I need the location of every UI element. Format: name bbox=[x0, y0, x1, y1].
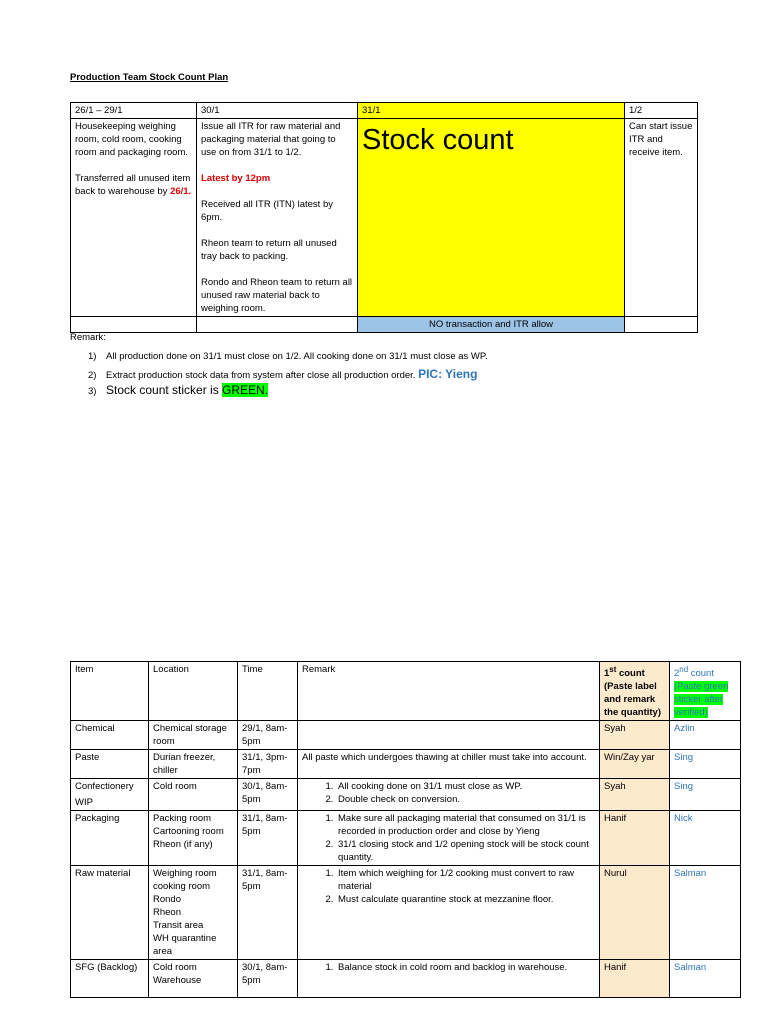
transfer-deadline: 26/1. bbox=[170, 186, 192, 197]
plan-header-row bbox=[71, 103, 698, 119]
plan-cell-itr bbox=[197, 119, 358, 317]
count-header-row bbox=[71, 662, 741, 721]
second-count-note: (Paste green sticker after verified) bbox=[674, 681, 729, 719]
remark-item: 2) Extract production stock data from system after close all production order. PIC: Yieng bbox=[88, 367, 478, 381]
table-row: Confectionery WIP Cold room 30/1, 8am-5pm 1. All cooking done on 31/1 must close as WP. 2. Double check on conversion. Syah Sing bbox=[71, 779, 741, 811]
table-row: Paste Durian freezer, chiller 31/1, 3pm-7pm All paste which undergoes thawing at chiller must take into account. Win/Zay yar Sing bbox=[71, 750, 741, 779]
plan-header-date-2: 30/1 bbox=[197, 103, 358, 119]
remark-label: Remark: bbox=[70, 332, 106, 343]
col-item: Item bbox=[71, 662, 149, 721]
remark-item: 1) All production done on 31/1 must close on 1/2. All cooking done on 31/1 must close as WP. bbox=[88, 351, 488, 362]
stock-count-assignment-table bbox=[70, 661, 741, 998]
rondo-return-text: Rondo and Rheon team to return all unused raw material back to weighing room. bbox=[201, 277, 353, 314]
plan-footer-row bbox=[71, 317, 698, 333]
plan-header-date-4: 1/2 bbox=[625, 103, 698, 119]
plan-cell-stock-count bbox=[358, 119, 625, 317]
latest-by-text: Latest by 12pm bbox=[201, 173, 271, 184]
transfer-text: Transferred all unused item back to warehouse by 26/1. bbox=[75, 173, 192, 197]
table-row: Chemical Chemical storage room 29/1, 8am-5pm Syah Azlin bbox=[71, 721, 741, 750]
plan-header-date-1: 26/1 – 29/1 bbox=[71, 103, 197, 119]
no-transaction-note: NO transaction and ITR allow bbox=[358, 317, 625, 333]
table-row: Packaging Packing room Cartooning room Rheon (if any) 31/1, 8am-5pm 1. Make sure all packaging material that consumed on 31/1 is recorded in production order and close by Yieng 2. 31/1 closing stock and 1/2 opening stock will be stock count quantity. Hanif Nick bbox=[71, 811, 741, 866]
plan-header-date-3: 31/1 bbox=[358, 103, 625, 119]
plan-body-row bbox=[71, 119, 698, 317]
col-first-count: 1st count (Paste label and remark the quantity) bbox=[600, 662, 670, 721]
pic-label: PIC: Yieng bbox=[418, 367, 478, 381]
table-row: SFG (Backlog) Cold room Warehouse 30/1, 8am-5pm 1. Balance stock in cold room and backlog in warehouse. Hanif Salman bbox=[71, 960, 741, 998]
housekeeping-text: Housekeeping weighing room, cold room, cooking room and packaging room. bbox=[75, 121, 189, 158]
col-time: Time bbox=[238, 662, 298, 721]
plan-cell-housekeeping bbox=[71, 119, 197, 317]
page-title: Production Team Stock Count Plan bbox=[70, 72, 229, 83]
issue-itr-text: Issue all ITR for raw material and packaging material that going to use on from 31/1 to 1/2. bbox=[201, 121, 341, 158]
table-row: Raw material Weighing room cooking room Rondo Rheon Transit area WH quarantine area 31/1, 8am-5pm 1. Item which weighing for 1/2 cooking must convert to raw material 2. Must calculate quarantine stock at mezzanine floor. Nurul Salman bbox=[71, 866, 741, 960]
col-remark: Remark bbox=[298, 662, 600, 721]
rheon-return-text: Rheon team to return all unused tray back to packing. bbox=[201, 238, 337, 262]
remark-item: 3) Stock count sticker is GREEN. bbox=[88, 383, 269, 397]
received-itr-text: Received all ITR (ITN) latest by 6pm. bbox=[201, 199, 333, 223]
stock-count-heading: Stock count bbox=[362, 124, 514, 156]
green-highlight: GREEN. bbox=[222, 383, 269, 397]
plan-cell-resume: Can start issue ITR and receive item. bbox=[625, 119, 698, 317]
stock-count-plan-table bbox=[70, 102, 698, 333]
col-second-count: 2nd count (Paste green sticker after verified) bbox=[670, 662, 741, 721]
col-location: Location bbox=[149, 662, 238, 721]
